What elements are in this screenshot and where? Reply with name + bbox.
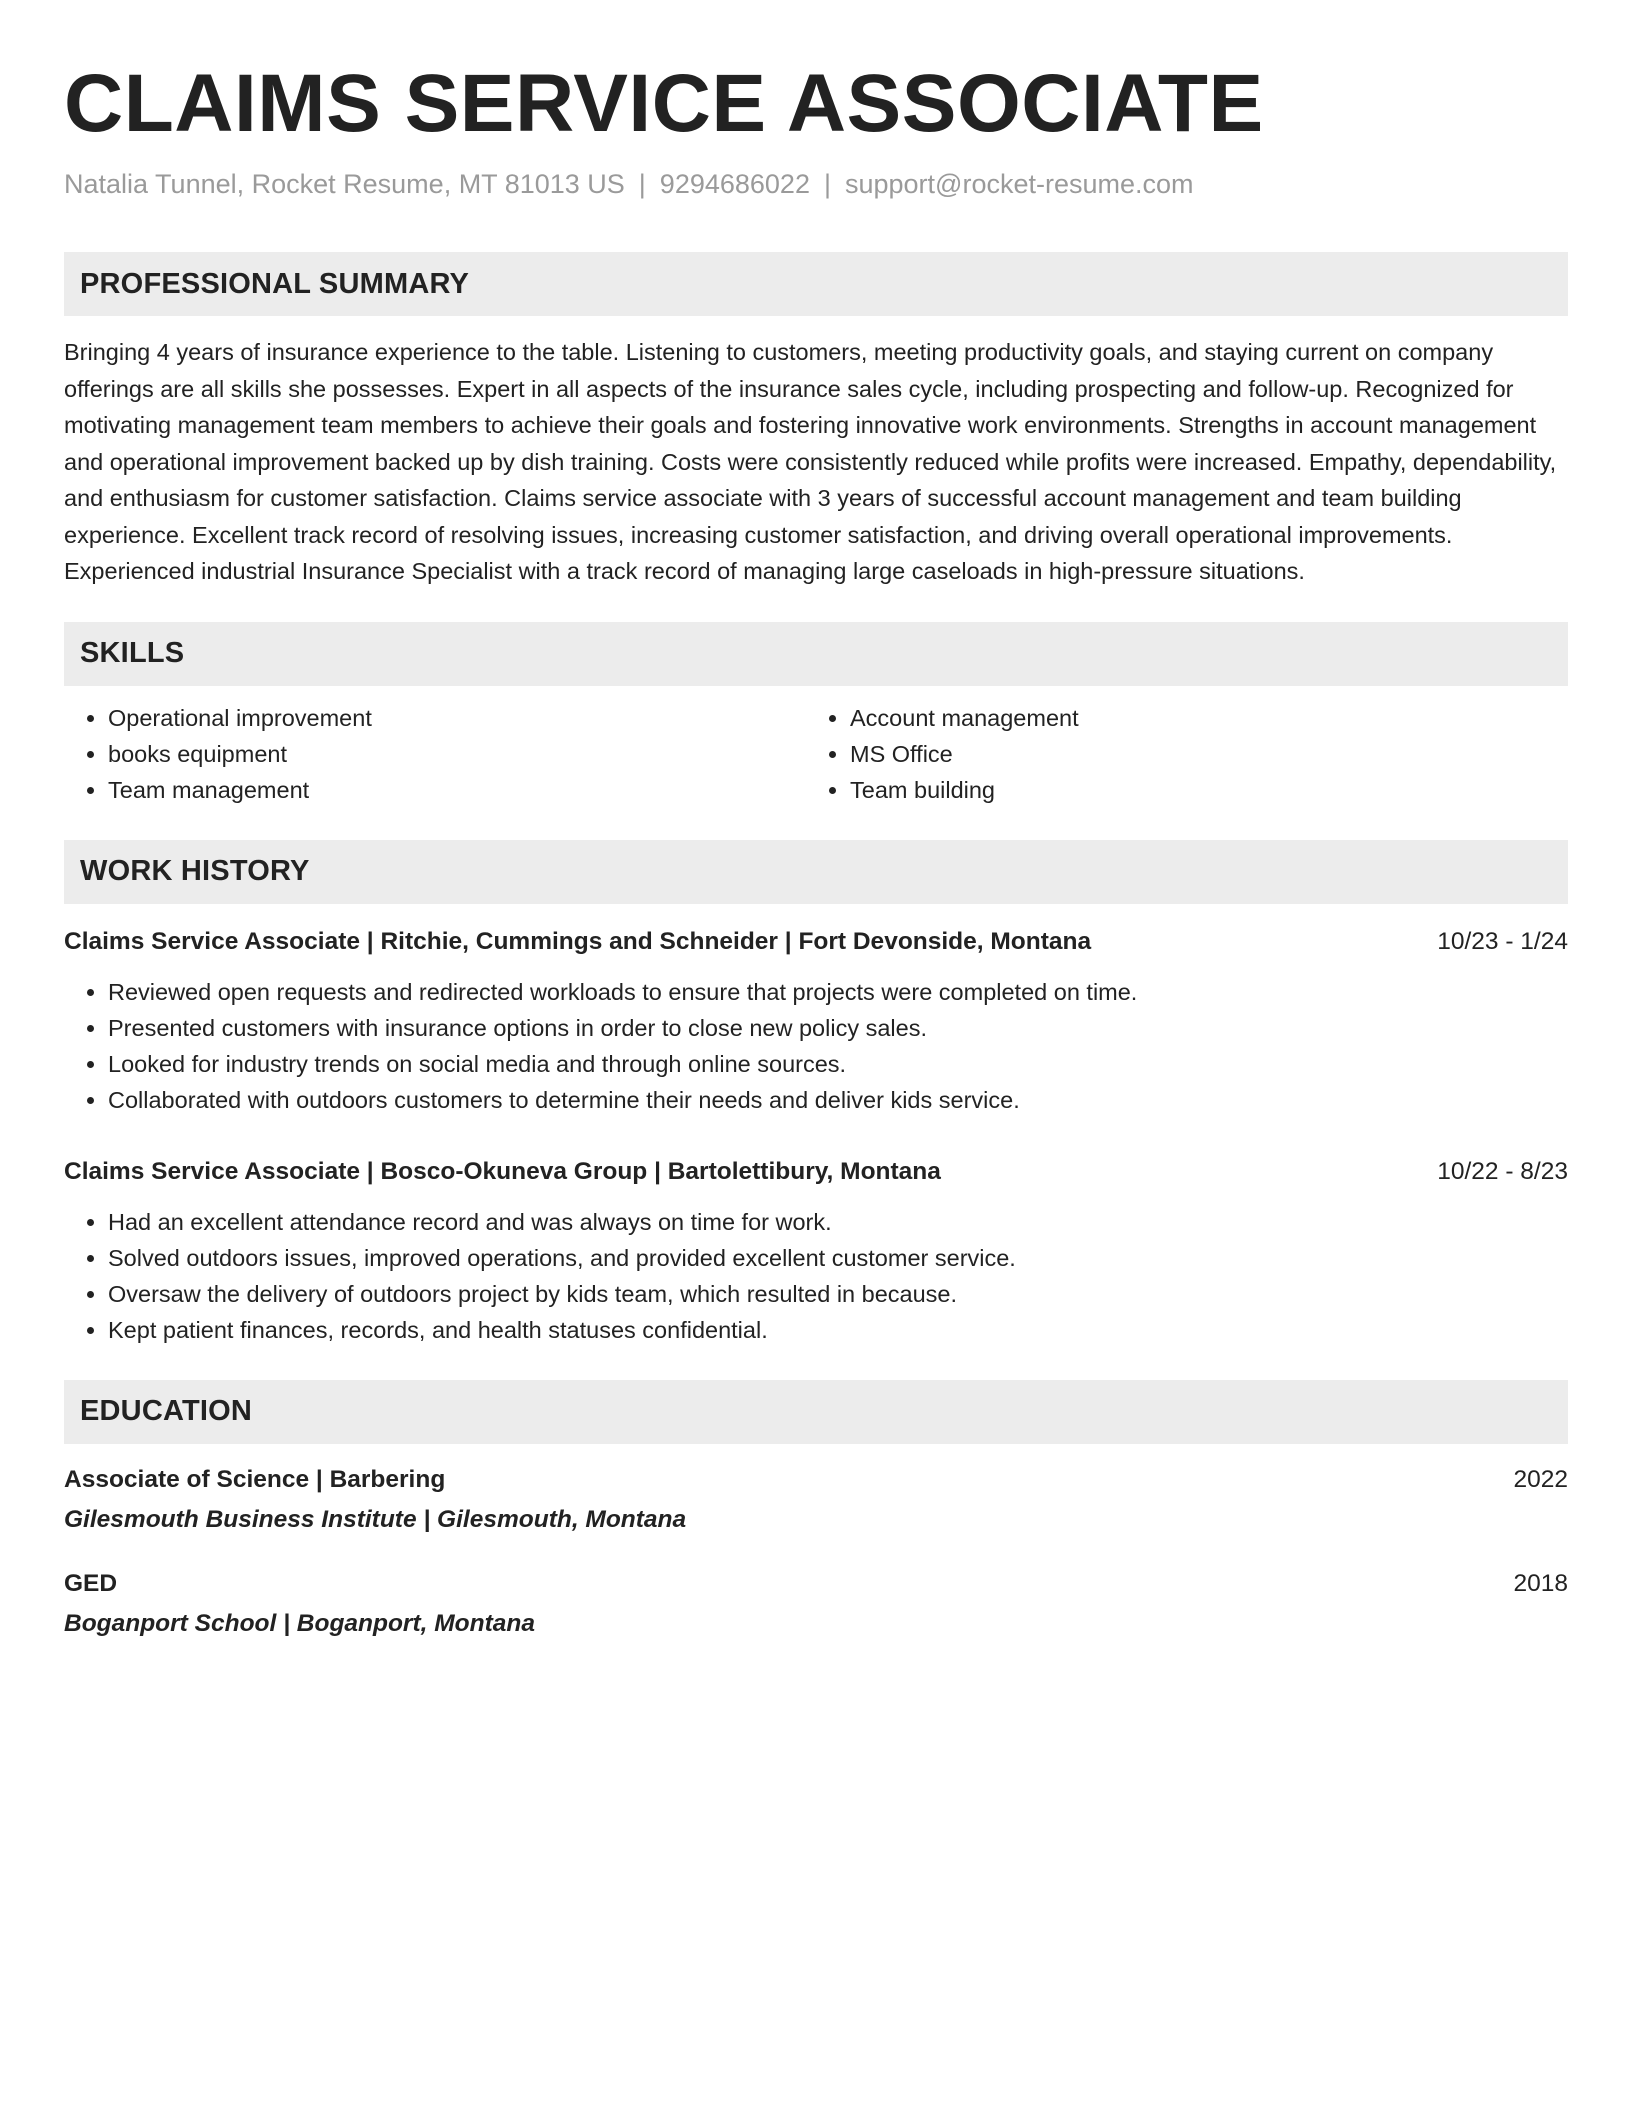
job-bullet: • Reviewed open requests and redirected workloads to ensure that projects were completed on time. [108,974,1568,1010]
section-heading-work-history: WORK HISTORY [64,840,1568,904]
section-heading-skills: SKILLS [64,622,1568,686]
education-year: 2018 [1513,1569,1568,1597]
job-dates: 10/22 - 8/23 [1437,1157,1568,1185]
education-degree: GED [64,1569,118,1597]
skills-column-right [806,700,1548,808]
job-bullets [64,1204,1568,1348]
education-header [64,1462,1568,1498]
education-year: 2022 [1513,1465,1568,1493]
section-heading-education: EDUCATION [64,1380,1568,1444]
job-header [64,924,1568,960]
skills-list [64,700,1568,808]
job-entry [64,1154,1568,1348]
summary-text: Bringing 4 years of insurance experience to the table. Listening to customers, meeting productivity goals, and staying current on company offerings are all skills she possesses. Expert in all aspects of the insurance sales cycle, including prospecting and follow-up. Recognized for motivating management team members to achieve their goals and fostering innovative work environments. Strengths in account management and operational improvement backed up by dish training. Costs were consistently reduced while profits were increased. Empathy, dependability, and enthusiasm for customer satisfaction. Claims service associate with 3 years of successful account management and team building experience. Excellent track record of resolving issues, increasing customer satisfaction, and driving overall operational improvements. Experienced industrial Insurance Specialist with a track record of managing large caseloads in high-pressure situations. [64,339,1557,584]
education-degree: Associate of Science | Barbering [64,1465,446,1493]
contact-line [64,166,1568,202]
contact-email: support@rocket-resume.com [844,169,1194,199]
skills-column-left [64,700,806,808]
skill-item: • Account management [850,700,1548,736]
education-entry [64,1462,1568,1538]
section-heading-summary: PROFESSIONAL SUMMARY [64,252,1568,316]
job-bullet: • Kept patient finances, records, and health statuses confidential. [108,1312,1568,1348]
education-entry [64,1566,1568,1642]
job-bullet: • Oversaw the delivery of outdoors project by kids team, which resulted in because. [108,1276,1568,1312]
contact-separator: | [638,169,646,199]
skill-item: • Team building [850,772,1548,808]
job-header [64,1154,1568,1190]
job-bullet: • Had an excellent attendance record and was always on time for work. [108,1204,1568,1240]
education-school: Gilesmouth Business Institute | Gilesmouth, Montana [64,1505,687,1533]
skill-item: • books equipment [108,736,806,772]
job-bullet: • Solved outdoors issues, improved operations, and provided excellent customer service. [108,1240,1568,1276]
job-bullet: • Presented customers with insurance options in order to close new policy sales. [108,1010,1568,1046]
job-bullets [64,974,1568,1118]
skill-item: • MS Office [850,736,1548,772]
education-school: Boganport School | Boganport, Montana [64,1609,535,1637]
job-entry [64,924,1568,1118]
job-title: Claims Service Associate | Ritchie, Cummings and Schneider | Fort Devonside, Montana [64,927,1092,955]
job-title: Claims Service Associate | Bosco-Okuneva Group | Bartolettibury, Montana [64,1157,941,1185]
education-header [64,1566,1568,1602]
job-bullet: • Collaborated with outdoors customers to determine their needs and deliver kids service. [108,1082,1568,1118]
skill-item: • Team management [108,772,806,808]
job-bullet: • Looked for industry trends on social media and through online sources. [108,1046,1568,1082]
contact-phone: 9294686022 [659,169,810,199]
job-dates: 10/23 - 1/24 [1437,927,1568,955]
skill-item: • Operational improvement [108,700,806,736]
contact-separator: | [823,169,831,199]
resume-title: CLAIMS SERVICE ASSOCIATE [64,58,1264,149]
contact-address: Natalia Tunnel, Rocket Resume, MT 81013 US [64,169,625,199]
